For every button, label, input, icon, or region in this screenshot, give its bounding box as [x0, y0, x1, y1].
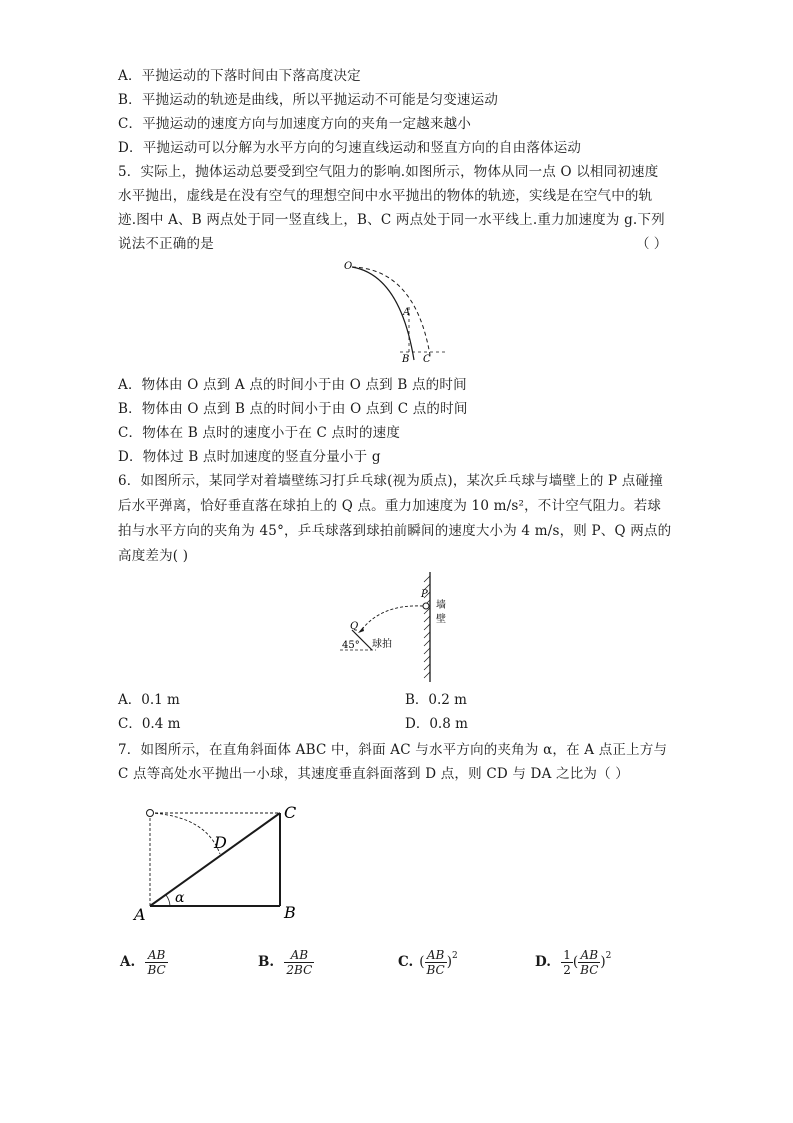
q7-label-c: C	[284, 803, 297, 822]
q7-stem-line-1: 7．如图所示，在直角斜面体 ABC 中，斜面 AC 与水平方向的夹角为 α，在 A 点正上方与	[118, 742, 668, 758]
q5-label-o: O	[344, 261, 353, 272]
q7-label-d: D	[214, 833, 227, 852]
q5-stem-line-2: 水平抛出，虚线是在没有空气的理想空间中水平抛出的物体的轨迹，实线是在空气中的轨	[118, 188, 653, 204]
q6-option-b: B．0.2 m	[405, 692, 467, 708]
q7-label-b: B	[284, 903, 296, 922]
q6-stem-line-1: 6．如图所示，某同学对着墙壁练习打乒乓球(视为质点)，某次乒乓球与墙壁上的 P 点碰撞	[118, 473, 663, 489]
q6-wall-figure	[330, 570, 470, 685]
q6-option-c: C．0.4 m	[118, 716, 181, 732]
q7-stem-line-2: C 点等高处水平抛出一小球，其速度垂直斜面落到 D 点，则 CD 与 DA 之比为（ ）	[118, 766, 630, 782]
q5-trajectory-figure	[330, 255, 460, 370]
q7-answer-b: B. $\frac{AB}{2BC}$	[258, 948, 313, 977]
q5-stem-line-1: 5．实际上，抛体运动总要受到空气阻力的影响.如图所示，物体从同一点 O 以相同初速度	[118, 164, 659, 180]
q7-answer-a: A. $\frac{AB}{BC}$	[120, 948, 166, 977]
q6-label-wall-1: 墙	[436, 600, 446, 611]
q5-stem-line-4: 说法不正确的是	[118, 236, 214, 252]
q6-stem-line-4: 高度差为( )	[118, 548, 189, 564]
q6-stem-line-3: 拍与水平方向的夹角为 45°，乒乓球落到球拍前瞬间的速度大小为 4 m/s，则 P、Q 两点的	[118, 523, 672, 539]
q6-option-d: D．0.8 m	[405, 716, 468, 732]
q7-answer-d: D. $\frac{1}{2}$ ( $\frac{AB}{BC}$ )$^2$	[535, 948, 612, 977]
q6-label-q: Q	[350, 621, 359, 632]
q5-label-c: C	[423, 354, 431, 365]
q5-label-b: B	[402, 354, 410, 365]
q5-option-d: D．物体过 B 点时加速度的竖直分量小于 g	[118, 449, 381, 465]
q4-option-c: C．平抛运动的速度方向与加速度方向的夹角一定越来越小	[118, 116, 472, 132]
q7-triangle-figure	[128, 798, 318, 923]
q5-answer-paren: （ ）	[636, 236, 668, 252]
q6-label-angle: 45°	[342, 640, 360, 651]
q5-option-b: B．物体由 O 点到 B 点的时间小于由 O 点到 C 点的时间	[118, 401, 468, 417]
q6-option-a: A．0.1 m	[118, 692, 180, 708]
q4-option-d: D．平抛运动可以分解为水平方向的匀速直线运动和竖直方向的自由落体运动	[118, 140, 582, 156]
q6-label-paddle: 球拍	[372, 639, 392, 650]
q5-option-a: A．物体由 O 点到 A 点的时间小于由 O 点到 B 点的时间	[118, 377, 467, 393]
q7-answer-c: C. ( $\frac{AB}{BC}$ )$^2$	[398, 948, 458, 977]
q7-label-a: A	[134, 905, 146, 923]
q7-label-alpha: α	[175, 890, 185, 906]
q4-option-b: B．平抛运动的轨迹是曲线，所以平抛运动不可能是匀变速运动	[118, 92, 499, 108]
q6-stem-line-2: 后水平弹离，恰好垂直落在球拍上的 Q 点。重力加速度为 10 m/s²，不计空气阻力。若球	[118, 498, 662, 514]
q5-option-c: C．物体在 B 点时的速度小于在 C 点时的速度	[118, 425, 401, 441]
q5-label-a: A	[403, 307, 411, 318]
q6-label-wall-2: 壁	[436, 614, 446, 625]
q5-stem-line-3: 迹.图中 A、B 两点处于同一竖直线上，B、C 两点处于同一水平线上.重力加速度为 g.下列	[118, 212, 665, 228]
q4-option-a: A．平抛运动的下落时间由下落高度决定	[118, 68, 361, 84]
q6-label-p: P	[421, 589, 428, 600]
